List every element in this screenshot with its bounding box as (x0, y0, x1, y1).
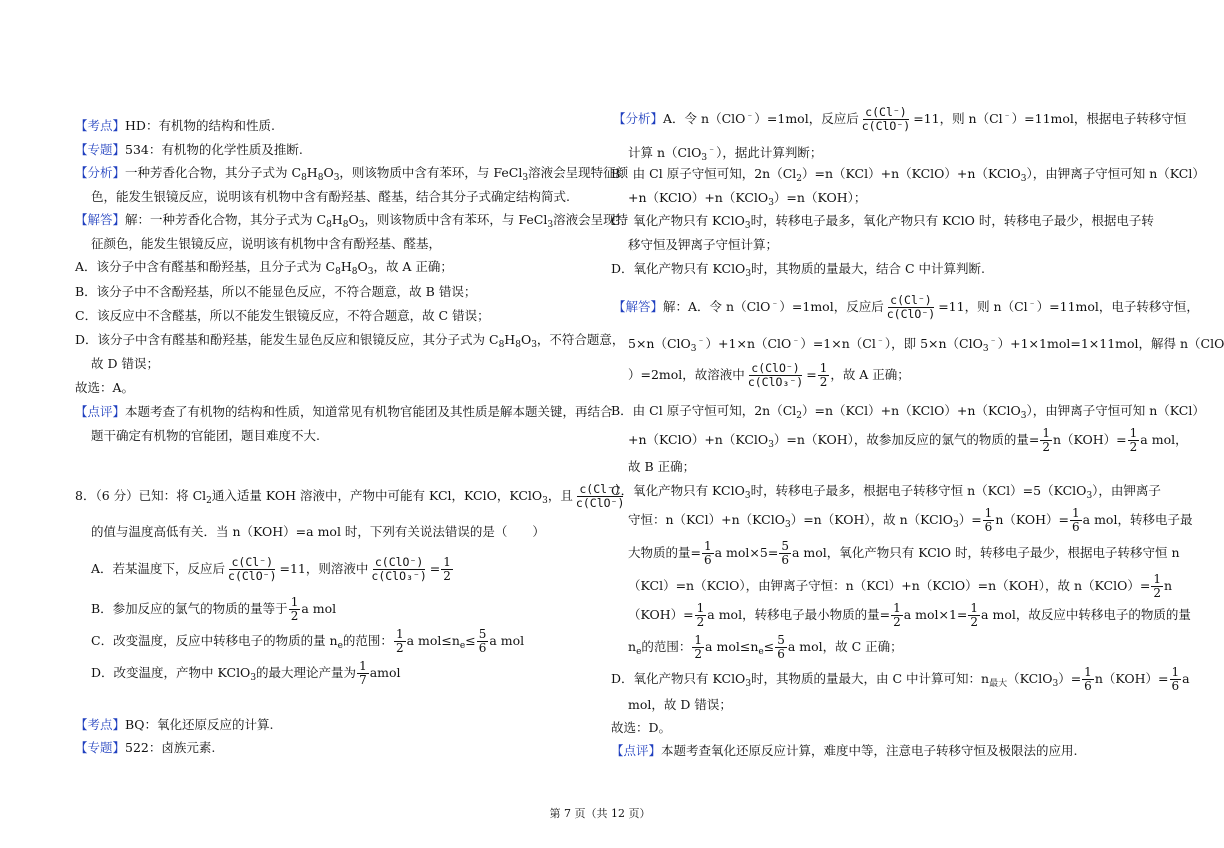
t: C．改变温度，反应中转移电子的物质的量 n (91, 633, 338, 648)
t: ）=2mol，故溶液中 (628, 367, 745, 382)
t: c(ClO⁻) (228, 569, 277, 583)
t: 522：卤族元素. (125, 740, 216, 755)
r-jd-line2 (628, 696, 732, 714)
t: H (331, 212, 343, 227)
t: ）=n（KOH），故 n（KClO (790, 512, 953, 527)
t: 8 (515, 340, 521, 350)
t: 3 (745, 269, 752, 279)
t: ≤ (465, 633, 476, 648)
fraction (1070, 507, 1082, 534)
q8-option-c (91, 628, 524, 655)
t: ﹣ (988, 336, 998, 346)
t: 3 (744, 491, 751, 501)
t: B．由 Cl 原子守恒可知，2n（Cl (611, 403, 797, 418)
t: c(Cl⁻) (890, 293, 932, 307)
t: H (306, 165, 318, 180)
q8-option-b (91, 596, 336, 623)
q7-option-a (75, 258, 453, 281)
t: n（KOH）= (995, 512, 1069, 527)
fraction (891, 602, 903, 629)
r-d-line1 (611, 260, 985, 283)
t: 1 (970, 601, 979, 615)
t: 1 (819, 361, 828, 375)
t: C．氧化产物只有 KClO (611, 213, 745, 228)
t: c(ClO⁻) (861, 119, 911, 133)
r-jieda-line2 (628, 332, 1224, 358)
t: e (758, 647, 764, 657)
r-c-line1 (611, 212, 1154, 235)
t: a mol≤n (705, 639, 759, 654)
t: 题干确定有机物的官能团，题目难度不大. (91, 428, 320, 443)
t: 本题考查了有机物的结构和性质，知道常见有机物官能团及其性质是解本题关键，再结合 (125, 404, 613, 419)
t: a mol×1= (903, 607, 968, 622)
t: 5×n（ClO (628, 336, 691, 351)
r-jc-line2 (628, 507, 1192, 534)
q8-option-d (91, 660, 401, 687)
t: ，故 A 正确； (373, 259, 453, 274)
t: 1 (1129, 426, 1138, 440)
t: （KCl）=n（KClO），由钾离子守恒：n（KCl）+n（KClO）=n（KOH），故 n（KClO）= (628, 578, 1151, 593)
t: ）=n（KOH）； (773, 190, 867, 205)
t: e (337, 641, 343, 651)
r-answer (611, 719, 671, 737)
t: = (806, 367, 817, 382)
t: ﹣ (875, 336, 885, 346)
t: D．该分子中含有醛基和酚羟基，能发生显色反应和银镜反应，其分子式为 C (75, 332, 499, 347)
t: 3 (1020, 411, 1027, 421)
t: （KClO (1007, 671, 1053, 686)
t: ，则该物质中含有苯环，与 FeCl (339, 165, 523, 180)
t: 6 (984, 520, 993, 534)
fraction (477, 628, 489, 655)
t: mol，故 D 错误； (628, 697, 732, 712)
fenxi-tag: 【分析】 (75, 165, 126, 180)
t: D．氧化产物只有 KClO (611, 261, 746, 276)
jieda-tag: 【解答】 (613, 299, 664, 314)
t: 征颜色，能发生银镜反应，说明该有机物中含有酚羟基、醛基， (91, 236, 442, 251)
t: 7 (359, 673, 367, 687)
t: a mol， (1140, 432, 1188, 447)
r-c-line2 (628, 236, 778, 254)
t: 大物质的量= (628, 545, 701, 560)
t: ﹣ (1027, 299, 1037, 309)
zhuanti-tag: 【专题】 (75, 740, 126, 755)
q7-option-d (75, 331, 624, 354)
t: e (636, 647, 642, 657)
t: 3 (531, 340, 537, 350)
t: ）= (958, 512, 982, 527)
fraction (860, 106, 912, 133)
t: 溶液会呈现特征颜 (528, 165, 629, 180)
t: ），即 5×n（ClO (884, 336, 983, 351)
t: 2 (796, 411, 802, 421)
t: O (520, 332, 532, 347)
t: 3 (982, 344, 989, 354)
t: ），据此计算判断； (716, 145, 823, 160)
fraction (289, 596, 301, 623)
t: 故选：D。 (611, 720, 672, 735)
t: ﹣ (696, 336, 706, 346)
t: 解：A．令 n（ClO (663, 299, 771, 314)
t: ），由钾离子守恒可知 n（KCl） (1026, 166, 1205, 181)
t: 6 (781, 553, 789, 567)
t: C．氧化产物只有 KClO (611, 483, 745, 498)
fraction (695, 602, 707, 629)
zhuanti-text: 534：有机物的化学性质及推断. (125, 142, 303, 157)
t: ），由钾离子守恒可知 n（KCl） (1026, 403, 1205, 418)
q7-option-c (75, 307, 490, 325)
q7-jieda-line1 (75, 211, 628, 234)
t: ）=n（KCl）+n（KClO）+n（KClO (802, 403, 1021, 418)
q7-kaodian (75, 117, 275, 135)
t: 5 (478, 627, 487, 641)
t: 3 (367, 267, 374, 277)
t: 1 (1171, 665, 1180, 679)
t: 1 (290, 595, 299, 609)
t: 3 (745, 679, 752, 689)
t: e (459, 641, 466, 651)
fraction (746, 362, 805, 389)
t: A．若某温度下，反应后 (91, 561, 226, 576)
t: 时，其物质的量最大，由 C 中计算可知：n (751, 671, 990, 686)
fraction (818, 362, 830, 389)
t: 2 (694, 647, 703, 661)
t: ）=1mol，反应后 (779, 299, 884, 314)
fraction (1151, 573, 1163, 600)
r-jb-line1 (611, 402, 1205, 425)
fraction (968, 602, 980, 629)
r-jc-line1 (611, 482, 1161, 505)
fraction (775, 634, 787, 661)
t: 时，转移电子最多，根据电子转移守恒 n（KCl）=5（KClO (750, 483, 1087, 498)
q7-zhuanti (75, 141, 303, 159)
t: O (348, 212, 359, 227)
fraction (692, 634, 704, 661)
t: 3 (358, 220, 365, 230)
t: = (429, 561, 441, 576)
q8-stem-line1 (75, 483, 627, 510)
t: c(Cl⁻) (865, 105, 907, 119)
t: a mol (489, 633, 525, 648)
t: ，则该物质中含有苯环，与 FeCl (364, 212, 548, 227)
t: B．由 Cl 原子守恒可知，2n（Cl (611, 166, 797, 181)
t: 故 D 错误； (91, 356, 159, 371)
fraction (1128, 427, 1140, 454)
t: 6 (1072, 520, 1080, 534)
t: 8 (342, 220, 349, 230)
t: B．该分子中不含酚羟基，所以不能显色反应，不符合题意，故 B 错误； (75, 284, 477, 299)
fraction (1040, 427, 1052, 454)
t: a mol，氧化产物只有 KClO 时，转移电子最少，根据电子转移守恒 n (791, 545, 1180, 560)
t: 6 (777, 647, 785, 661)
t: 最大 (989, 679, 1008, 689)
t: O (323, 165, 334, 180)
fraction (702, 540, 714, 567)
t: 3 (952, 520, 959, 530)
t: 1 (395, 627, 404, 641)
t: a (1182, 671, 1190, 686)
t: +n（KClO）+n（KClO (628, 432, 769, 447)
t: ﹣ (707, 145, 717, 155)
t: 1 (703, 539, 712, 553)
t: 6 (1171, 679, 1180, 693)
t: 的范围： (641, 639, 692, 654)
t: 6 (1084, 679, 1092, 693)
t: 6 (703, 553, 712, 567)
t: 8 (326, 220, 332, 230)
t: 3 (522, 173, 529, 183)
r-jieda-line3 (628, 362, 910, 389)
t: +n（KClO）+n（KClO (628, 190, 769, 205)
t: 1 (1153, 572, 1161, 586)
fraction (1170, 666, 1182, 693)
q8-option-a (91, 556, 454, 583)
t: ）=11mol，电子转移守恒， (1036, 299, 1199, 314)
t: 1 (696, 601, 705, 615)
t: 2 (1129, 440, 1138, 454)
t: n (1163, 578, 1173, 593)
t: ﹣ (791, 336, 801, 346)
t: 时，其物质的量最大，结合 C 中计算判断. (751, 261, 986, 276)
q7-option-b (75, 283, 476, 301)
t: A．令 n（ClO (663, 111, 746, 126)
dianping-tag: 【点评】 (75, 404, 126, 419)
t: ﹣ (1002, 111, 1012, 121)
r-jc-line3 (628, 540, 1180, 567)
t: 2 (206, 496, 212, 506)
t: ）+1×n（ClO (705, 336, 792, 351)
fraction (441, 556, 453, 583)
t: n (628, 639, 637, 654)
t: 3 (744, 221, 751, 231)
t: c(ClO⁻) (575, 496, 625, 510)
t: 移守恒及钾离子守恒计算； (628, 237, 779, 252)
zhuanti-tag: 【专题】 (75, 142, 126, 157)
t: 2 (796, 174, 802, 184)
t: ）=1×n（Cl (800, 336, 876, 351)
t: a mol，转移电子最 (1082, 512, 1193, 527)
q7-answer (75, 379, 134, 397)
r-jieda-line1 (613, 294, 1199, 321)
t: a mol，故 C 正确； (787, 639, 903, 654)
fraction (226, 556, 278, 583)
r-jc-line6 (628, 634, 903, 661)
t: 1 (1072, 506, 1080, 520)
t: 3 (768, 198, 774, 208)
r-jc-line5 (628, 602, 1191, 629)
t: a mol×5= (714, 545, 779, 560)
t: ﹣ (745, 111, 755, 121)
t: 一种芳香化合物，其分子式为 C (125, 165, 302, 180)
kaodian-tag: 【考点】 (75, 118, 126, 133)
t: 8 (317, 173, 324, 183)
r-jb-line3 (628, 458, 695, 476)
t: a mol (301, 601, 337, 616)
t: 通入适量 KOH 溶液中，产物中可能有 KCl，KClO，KClO (211, 488, 543, 503)
t: ≤ (763, 639, 775, 654)
t: 3 (1020, 174, 1027, 184)
t: 8 (335, 267, 341, 277)
t: （KOH）= (628, 607, 694, 622)
fraction (779, 540, 791, 567)
t: c(ClO⁻) (751, 361, 800, 375)
t: c(Cl⁻) (231, 555, 274, 569)
fraction (1082, 666, 1094, 693)
t: 的最大理论产量为 (256, 665, 357, 680)
t: H (504, 332, 516, 347)
t: 1 (1084, 665, 1092, 679)
t: 8 (301, 173, 307, 183)
t: c(ClO⁻) (374, 555, 424, 569)
t: ，故 A 正确； (830, 367, 910, 382)
t: 6 (478, 641, 487, 655)
t: 3 (547, 220, 554, 230)
r-fenxi-line1 (613, 106, 1186, 133)
t: 3 (1052, 679, 1059, 689)
t: 3 (333, 173, 340, 183)
q7-fenxi-line2 (91, 188, 570, 206)
t: D．改变温度，产物中 KClO (91, 665, 251, 680)
t: 3 (250, 673, 257, 683)
t: ﹣ (770, 299, 780, 309)
t: 的范围： (342, 633, 393, 648)
r-jd-line1 (611, 666, 1190, 693)
kaodian-text: HD：有机物的结构和性质. (125, 118, 275, 133)
t: 1 (893, 601, 901, 615)
t: 2 (290, 609, 299, 623)
t: 1 (1042, 426, 1050, 440)
q7-dianping-line2 (91, 427, 320, 445)
t: 8．（6 分）已知：将 Cl (75, 488, 207, 503)
t: 2 (970, 615, 979, 629)
q7-jieda-line2 (91, 235, 441, 253)
t: A．该分子中含有醛基和酚羟基，且分子式为 C (75, 259, 336, 274)
fraction (369, 556, 428, 583)
t: c(ClO⁻) (886, 307, 936, 321)
t: C．该反应中不含醛基，所以不能发生银镜反应，不符合题意，故 C 错误； (75, 308, 490, 323)
t: =11，则 n（Cl (938, 299, 1028, 314)
t: 1 (443, 555, 451, 569)
t: 8 (351, 267, 358, 277)
t: 3 (784, 520, 791, 530)
r-b-line1 (611, 165, 1205, 188)
t: amol (369, 665, 401, 680)
t: O (357, 259, 368, 274)
t: 5 (781, 539, 789, 553)
t: ）= (1058, 671, 1082, 686)
t: 1 (359, 659, 367, 673)
t: 3 (768, 440, 774, 450)
t: 2 (696, 615, 705, 629)
t: 3 (1086, 491, 1093, 501)
t: 2 (1042, 440, 1050, 454)
t: ，不符合题意， (536, 332, 625, 347)
t: a mol，转移电子最小物质的量= (707, 607, 891, 622)
r-jc-line4 (628, 573, 1172, 600)
t: 守恒：n（KCl）+n（KClO (628, 512, 785, 527)
t: ）=n（KOH），故参加反应的氯气的物质的量= (773, 432, 1040, 447)
q7-fenxi-line1 (75, 164, 628, 187)
t: 本题考查氧化还原反应计算，难度中等，注意电子转移守恒及极限法的应用. (661, 743, 1078, 758)
t: 2 (1153, 586, 1161, 600)
t: 3 (701, 153, 708, 163)
q8-kaodian (75, 716, 273, 734)
q7-dianping-line1 (75, 403, 613, 421)
r-fenxi-line2 (628, 141, 822, 167)
t: ），由钾离子 (1092, 483, 1161, 498)
t: n（KOH）= (1094, 671, 1169, 686)
t: 2 (395, 641, 404, 655)
t: =11，则 n（Cl (913, 111, 1003, 126)
q7-option-d-line2 (91, 355, 159, 373)
t: ）=11mol，根据电子转移守恒 (1011, 111, 1187, 126)
t: c(Cl⁻) (579, 482, 621, 496)
r-dianping (611, 742, 1078, 760)
t: c(ClO₃⁻) (747, 375, 804, 389)
t: 解：一种芳香化合物，其分子式为 C (125, 212, 327, 227)
q8-stem-line2 (91, 523, 545, 541)
r-b-line2 (628, 189, 866, 212)
t: a mol，故反应中转移电子的物质的量 (981, 607, 1191, 622)
t: ）=1mol，反应后 (754, 111, 859, 126)
t: 色，能发生银镜反应，说明该有机物中含有酚羟基、醛基，结合其分子式确定结构简式. (91, 189, 570, 204)
t: H (340, 259, 352, 274)
fraction (357, 660, 369, 687)
t: c(ClO₃⁻) (371, 569, 427, 583)
t: ，且 (547, 488, 573, 503)
t: 8 (498, 340, 505, 350)
t: =11，则溶液中 (279, 561, 369, 576)
dianping-tag: 【点评】 (611, 743, 662, 758)
fraction (885, 294, 937, 321)
t: 2 (819, 375, 828, 389)
t: B．参加反应的氯气的物质的量等于 (91, 601, 288, 616)
q8-zhuanti (75, 739, 215, 757)
fraction (983, 507, 995, 534)
t: 1 (984, 506, 993, 520)
t: D．氧化产物只有 KClO (611, 671, 746, 686)
t: BQ：氧化还原反应的计算. (125, 717, 274, 732)
t: 溶液会呈现特 (553, 212, 629, 227)
kaodian-tag: 【考点】 (75, 717, 126, 732)
r-jb-line2 (628, 427, 1188, 454)
jieda-tag: 【解答】 (75, 212, 126, 227)
t: ）+1×1mol=1×11mol，解得 n（ClO (997, 336, 1224, 351)
t: 故选：A。 (75, 380, 135, 395)
t: 2 (443, 569, 451, 583)
t: ）=n（KCl）+n（KClO）+n（KClO (802, 166, 1021, 181)
fraction (394, 628, 406, 655)
t: 的值与温度高低有关．当 n（KOH）=a mol 时，下列有关说法错误的是（ ） (91, 524, 545, 539)
t: 5 (777, 633, 785, 647)
page-footer: 第 7 页（共 12 页） (549, 807, 651, 820)
t: n（KOH）= (1052, 432, 1127, 447)
t: a mol≤n (406, 633, 460, 648)
t: 时，转移电子最多，氧化产物只有 KClO 时，转移电子最少，根据电子转 (750, 213, 1154, 228)
t: 1 (694, 633, 703, 647)
t: 计算 n（ClO (628, 145, 702, 160)
t: 2 (893, 615, 901, 629)
t: 故 B 正确； (628, 459, 696, 474)
t: 3 (542, 496, 548, 506)
fenxi-tag: 【分析】 (613, 111, 664, 126)
t: 3 (690, 344, 697, 354)
